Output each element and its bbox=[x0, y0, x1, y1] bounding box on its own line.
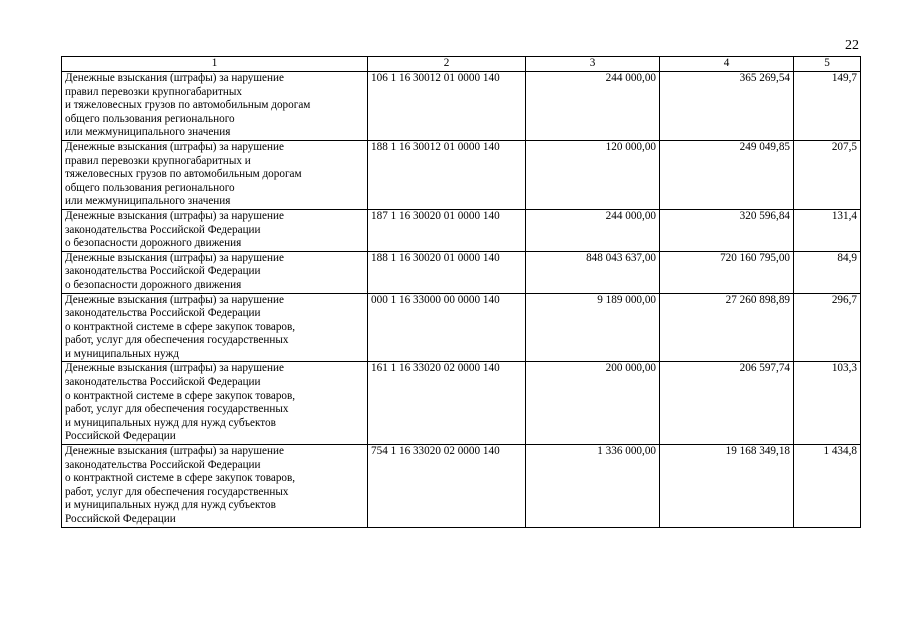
table-row bbox=[62, 251, 861, 293]
description-line: общего пользования регионального bbox=[65, 181, 235, 194]
value-column-4: 19 168 349,18 bbox=[660, 445, 794, 528]
value-column-3: 244 000,00 bbox=[526, 209, 660, 251]
page-number: 22 bbox=[845, 38, 859, 53]
description-line: Денежные взыскания (штрафы) за нарушение bbox=[65, 362, 284, 375]
value-column-5: 1 434,8 bbox=[794, 445, 861, 528]
value-column-5: 207,5 bbox=[794, 140, 861, 209]
budget-code: 187 1 16 30020 01 0000 140 bbox=[368, 209, 526, 251]
row-description bbox=[62, 209, 368, 251]
value-column-3: 120 000,00 bbox=[526, 140, 660, 209]
description-line: о контрактной системе в сфере закупок товаров, bbox=[65, 320, 296, 333]
value-column-5: 296,7 bbox=[794, 293, 861, 362]
value-column-5: 131,4 bbox=[794, 209, 861, 251]
description-line: о контрактной системе в сфере закупок товаров, bbox=[65, 472, 296, 485]
column-header-1: 1 bbox=[62, 57, 368, 72]
value-column-3: 1 336 000,00 bbox=[526, 445, 660, 528]
table-body bbox=[62, 72, 861, 528]
budget-table bbox=[61, 56, 861, 528]
value-column-4: 720 160 795,00 bbox=[660, 251, 794, 293]
value-column-3: 848 043 637,00 bbox=[526, 251, 660, 293]
budget-code: 000 1 16 33000 00 0000 140 bbox=[368, 293, 526, 362]
description-line: и муниципальных нужд для нужд субъектов bbox=[65, 416, 276, 429]
header-row bbox=[62, 57, 861, 72]
budget-code: 188 1 16 30020 01 0000 140 bbox=[368, 251, 526, 293]
table-row bbox=[62, 293, 861, 362]
description-line: или межмуниципального значения bbox=[65, 195, 231, 208]
description-line: Российской Федерации bbox=[65, 513, 176, 525]
row-description bbox=[62, 251, 368, 293]
description-line: общего пользования регионального bbox=[65, 112, 235, 125]
column-header-2: 2 bbox=[368, 57, 526, 72]
budget-code: 161 1 16 33020 02 0000 140 bbox=[368, 362, 526, 445]
description-line: Денежные взыскания (штрафы) за нарушение bbox=[65, 72, 284, 84]
description-line: или межмуниципального значения bbox=[65, 126, 231, 139]
row-description bbox=[62, 293, 368, 362]
description-line: законодательства Российской Федерации bbox=[65, 307, 261, 320]
table-header bbox=[62, 57, 861, 72]
column-header-3: 3 bbox=[526, 57, 660, 72]
value-column-3: 244 000,00 bbox=[526, 72, 660, 141]
description-line: законодательства Российской Федерации bbox=[65, 265, 261, 278]
value-column-5: 149,7 bbox=[794, 72, 861, 141]
description-line: и муниципальных нужд для нужд субъектов bbox=[65, 499, 276, 512]
value-column-4: 27 260 898,89 bbox=[660, 293, 794, 362]
value-column-4: 206 597,74 bbox=[660, 362, 794, 445]
row-description bbox=[62, 72, 368, 141]
description-line: Денежные взыскания (штрафы) за нарушение bbox=[65, 293, 284, 306]
column-header-4: 4 bbox=[660, 57, 794, 72]
row-description bbox=[62, 140, 368, 209]
table-row bbox=[62, 72, 861, 141]
column-header-5: 5 bbox=[794, 57, 861, 72]
description-line: правил перевозки крупногабаритных и bbox=[65, 154, 251, 167]
description-line: законодательства Российской Федерации bbox=[65, 223, 261, 236]
value-column-3: 200 000,00 bbox=[526, 362, 660, 445]
value-column-4: 365 269,54 bbox=[660, 72, 794, 141]
description-line: законодательства Российской Федерации bbox=[65, 376, 261, 389]
description-line: и тяжеловесных грузов по автомобильным дорогам bbox=[65, 99, 311, 112]
value-column-4: 249 049,85 bbox=[660, 140, 794, 209]
value-column-3: 9 189 000,00 bbox=[526, 293, 660, 362]
budget-code: 754 1 16 33020 02 0000 140 bbox=[368, 445, 526, 528]
description-line: Денежные взыскания (штрафы) за нарушение bbox=[65, 251, 284, 264]
value-column-5: 103,3 bbox=[794, 362, 861, 445]
description-line: правил перевозки крупногабаритных bbox=[65, 85, 242, 98]
table-row bbox=[62, 445, 861, 528]
description-line: работ, услуг для обеспечения государственных bbox=[65, 485, 289, 498]
row-description bbox=[62, 445, 368, 528]
description-line: и муниципальных нужд bbox=[65, 347, 179, 360]
description-line: работ, услуг для обеспечения государственных bbox=[65, 334, 289, 347]
description-line: Денежные взыскания (штрафы) за нарушение bbox=[65, 209, 284, 222]
row-description bbox=[62, 362, 368, 445]
description-line: тяжеловесных грузов по автомобильным дорогам bbox=[65, 168, 302, 181]
description-line: о контрактной системе в сфере закупок товаров, bbox=[65, 389, 296, 402]
description-line: Денежные взыскания (штрафы) за нарушение bbox=[65, 445, 284, 458]
value-column-5: 84,9 bbox=[794, 251, 861, 293]
table-row bbox=[62, 140, 861, 209]
budget-code: 106 1 16 30012 01 0000 140 bbox=[368, 72, 526, 141]
description-line: Российской Федерации bbox=[65, 430, 176, 443]
description-line: о безопасности дорожного движения bbox=[65, 278, 242, 291]
description-line: о безопасности дорожного движения bbox=[65, 237, 242, 250]
table-row bbox=[62, 362, 861, 445]
table-row bbox=[62, 209, 861, 251]
budget-code: 188 1 16 30012 01 0000 140 bbox=[368, 140, 526, 209]
description-line: законодательства Российской Федерации bbox=[65, 458, 261, 471]
value-column-4: 320 596,84 bbox=[660, 209, 794, 251]
description-line: Денежные взыскания (штрафы) за нарушение bbox=[65, 140, 284, 153]
description-line: работ, услуг для обеспечения государственных bbox=[65, 403, 289, 416]
